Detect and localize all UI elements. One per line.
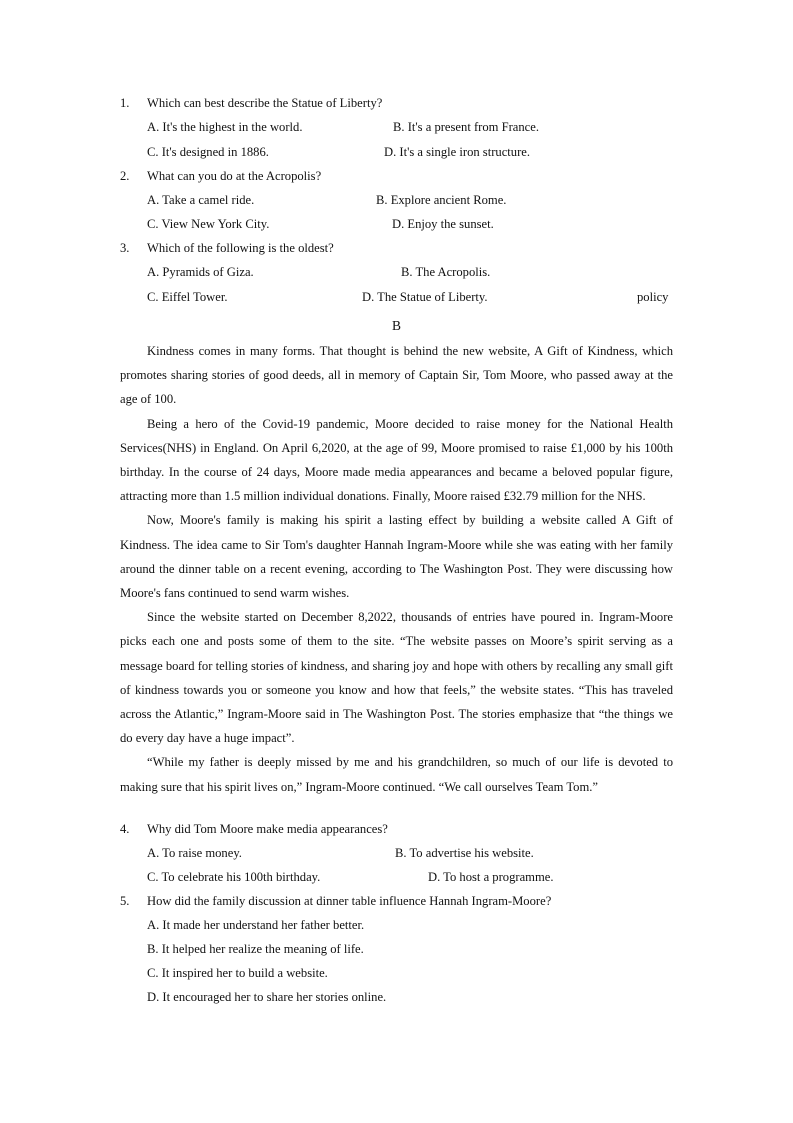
option-a[interactable]: A. To raise money. [147,846,242,860]
question-stem: Which of the following is the oldest? [147,241,334,255]
option-b[interactable]: B. It helped her realize the meaning of life. [147,942,364,956]
passage-paragraph: Being a hero of the Covid-19 pandemic, Moore decided to raise money for the National Health Services(NHS) in England. On April 6,2020, at the age of 99, Moore promised to raise £1,000 by his 100th birthday. In the course of 24 days, Moore made media appearances and became a beloved popular figure, attracting more than 1.5 million individual donations. Finally, Moore raised £32.79 million for the NHS. [120,416,673,504]
option-a[interactable]: A. It's the highest in the world. [147,120,303,134]
question-stem: How did the family discussion at dinner table influence Hannah Ingram-Moore? [147,894,552,908]
option-b[interactable]: B. To advertise his website. [395,846,534,860]
option-c[interactable]: C. Eiffel Tower. [147,290,228,304]
reading-passage [120,339,673,799]
question-number: 2. [120,169,130,183]
option-c[interactable]: C. It's designed in 1886. [147,145,269,159]
question-number: 1. [120,96,130,110]
option-d[interactable]: D. The Statue of Liberty. [362,290,488,304]
passage-paragraph: Since the website started on December 8,2022, thousands of entries have poured in. Ingram-Moore picks each one and posts some of them to the site. “The website passes on Moore’s spirit serving as a message board for telling stories of kindness, and sharing joy and hope with others by recalling any small gift of kindness towards you or someone you know and how that feels,” the website states. “This has traveled across the Atlantic,” Ingram-Moore said in The Washington Post. The stories emphasize that “the things we do every day have a huge impact”. [120,610,673,746]
question-number: 3. [120,241,130,255]
option-d[interactable]: D. Enjoy the sunset. [392,217,494,231]
option-c[interactable]: C. View New York City. [147,217,270,231]
question-stem: Why did Tom Moore make media appearances? [147,822,388,836]
option-a[interactable]: A. Pyramids of Giza. [147,265,254,279]
option-a[interactable]: A. Take a camel ride. [147,193,255,207]
passage-paragraph: “While my father is deeply missed by me and his grandchildren, so much of our life is devoted to making sure that his spirit lives on,” Ingram-Moore continued. “We call ourselves Team Tom.” [120,755,673,794]
option-a[interactable]: A. It made her understand her father better. [147,918,365,932]
option-d[interactable]: D. It encouraged her to share her stories online. [147,990,387,1004]
passage-paragraph: Now, Moore's family is making his spirit a lasting effect by building a website called A Gift of Kindness. The idea came to Sir Tom's daughter Hannah Ingram-Moore while she was eating with her family around the dinner table on a recent evening, according to The Washington Post. They were discussing how Moore's fans continued to send warm wishes. [120,513,673,601]
option-b[interactable]: B. Explore ancient Rome. [376,193,507,207]
question-stem: What can you do at the Acropolis? [147,169,322,183]
section-title: B [391,318,401,333]
option-d[interactable]: D. To host a programme. [428,870,554,884]
option-b[interactable]: B. It's a present from France. [393,120,540,134]
option-c[interactable]: C. It inspired her to build a website. [147,966,328,980]
passage-paragraph: Kindness comes in many forms. That thought is behind the new website, A Gift of Kindness, which promotes sharing stories of good deeds, all in memory of Captain Sir, Tom Moore, who passed away at the age of 100. [120,344,673,407]
option-d[interactable]: D. It's a single iron structure. [384,145,531,159]
option-c[interactable]: C. To celebrate his 100th birthday. [147,870,321,884]
stray-word: policy [637,290,669,304]
question-stem: Which can best describe the Statue of Liberty? [147,96,383,110]
question-number: 5. [120,894,130,908]
question-number: 4. [120,822,130,836]
option-b[interactable]: B. The Acropolis. [401,265,491,279]
